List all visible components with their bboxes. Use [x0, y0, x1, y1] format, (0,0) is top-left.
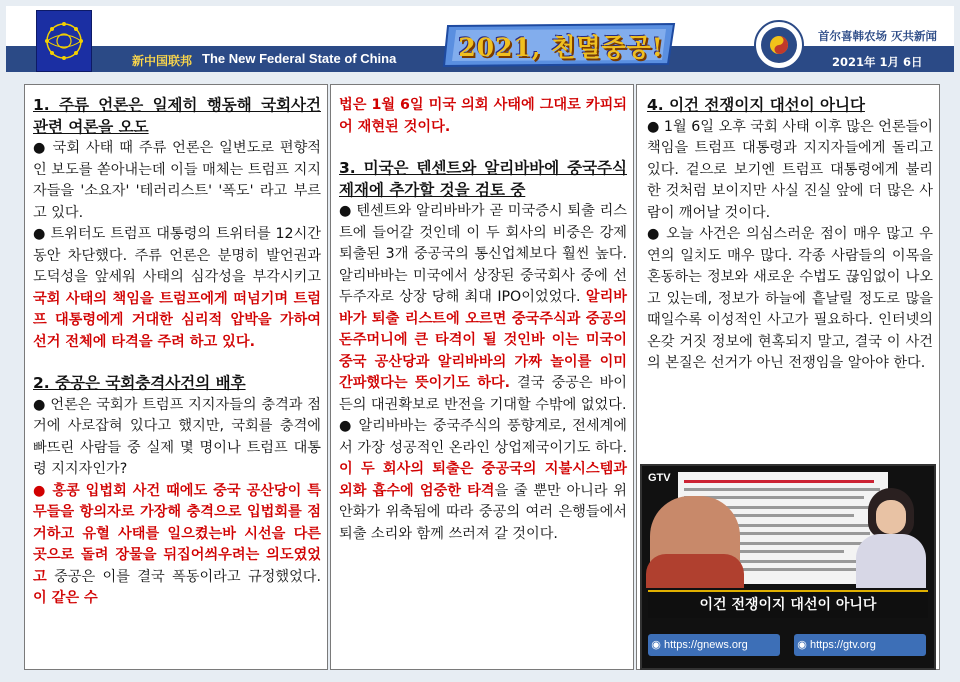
seal-emblem-icon — [754, 20, 804, 70]
paragraph: 법은 1월 6일 미국 의회 사태에 그대로 카피되어 재현된 것이다. — [339, 97, 627, 135]
paragraph: ● 언론은 국회가 트럼프 지지자들의 충격과 점거에 사로잡혀 있다고 했지만, 국회를 충격에 빠뜨린 사람들 중 실제 몇 명이나 트럼프 대통령 지지자인가? — [33, 396, 321, 477]
section-heading-3: 3. 미국은 텐센트와 알리바바에 중국주식 제재에 추가할 것을 검토 중 — [339, 159, 627, 199]
section-heading-2: 2. 중공은 국회충격사건의 배후 — [33, 374, 246, 392]
paragraph: ● 알리바바는 중국주식의 풍향계로, 전세계에서 가장 성공적인 온라인 상업제국이기도 하다. 이 두 회사의 퇴출은 중공국의 지불시스템과 외화 흡수에 엄중한 타격을 줄 뿐만 아니라 위안화가 위축됨에 따라 중공의 여러 은행들에서 퇴출 소리와 함께 쓰러져 갈 것이다. — [339, 418, 628, 542]
issue-date: 2021年 1月 6日 — [832, 55, 923, 69]
header — [6, 6, 954, 72]
host-image — [856, 488, 926, 588]
eu-star-flag-icon — [36, 10, 92, 72]
section-heading-4: 4. 이건 전쟁이지 대선이 아니다 — [647, 96, 865, 114]
slogan-text: 2021, 천멸중공! — [458, 33, 664, 62]
paragraph: ● 트위터도 트럼프 대통령의 트위터를 12시간 동안 차단했다. 주류 언론은 분명히 발언권과 도덕성을 앞세워 사태의 심각성을 부각시키고 국회 사태의 책임을 트럼프에게 떠넘기며 트럼프 대통령에게 거대한 심리적 압박을 가하여 선거 전체에 타격을 주려 하고 있다. — [33, 226, 321, 350]
gnews-link[interactable]: ◉ https://gnews.org — [648, 634, 780, 656]
org-name-right: 首尔喜韩农场 灭共新闻 — [818, 29, 938, 43]
org-name-left: 新中国联邦 — [132, 54, 193, 68]
video-caption: 이건 전쟁이지 대선이 아니다 — [648, 590, 928, 618]
column-2 — [330, 84, 634, 670]
column-1 — [24, 84, 328, 670]
paragraph: ● 오늘 사건은 의심스러운 점이 매우 많고 우연의 일치도 매우 많다. 각종 사람들의 이목을 혼동하는 정보와 새로운 수법도 끊임없이 나오고 있는데, 정보가 하늘에 흩날릴 정도로 많을 때일수록 이성적인 사고가 필요하다. 인터넷의 온갖 거짓 정보에 현혹되지 말고, 결국 이 사건의 본질은 선거가 아닌 전쟁임을 알아야 한다. — [647, 226, 933, 371]
paragraph: ● 홍콩 입법회 사건 때에도 중국 공산당이 특무들을 항의자로 가장해 충격으로 입법회를 점거하고 유혈 사태를 일으켰는바 시선을 다른 곳으로 돌려 장물을 뒤집어씌우려는 의도였었고 중공은 이를 결국 폭동이라고 규정했었다. 이 같은 수 — [33, 482, 321, 606]
globe-icon: ◉ — [797, 639, 807, 651]
gtv-logo: GTV — [648, 472, 671, 484]
english-title: The New Federal State of China — [202, 51, 397, 66]
video-thumbnail[interactable] — [640, 464, 936, 670]
video-subcaption — [648, 618, 928, 630]
slogan-banner — [442, 20, 680, 68]
gtv-link[interactable]: ◉ https://gtv.org — [794, 634, 926, 656]
globe-icon: ◉ — [651, 639, 661, 651]
paragraph: ● 국회 사태 때 주류 언론은 일변도로 편향적인 보도를 쏟아내는데 이들 매체는 트럼프 지지자들을 '소요자' '테러리스트' '폭도' 라고 부르고 있다. — [33, 140, 321, 221]
paragraph: ● 텐센트와 알리바바가 곧 미국증시 퇴출 리스트에 들어갈 것인데 이 두 회사의 비중은 강제 퇴출된 3개 중공국의 통신업체보다 훨씬 높다. 알리바바는 미국에서 상장된 중국회사 중에 선두주자로 상장 당해 최대 IPO이었었다. 알리바바가 퇴출 리스트에 오르면 중국주식과 중공의 돈주머니에 큰 타격이 될 것인바 이는 미국이 중국 공산당과 알리바바의 가짜 놀이를 이미 간파했다는 뜻이기도 하다. 결국 중공은 바이든의 대권확보로 반전을 기대할 수밖에 없었다. — [339, 203, 627, 413]
paragraph: ● 1월 6일 오후 국회 사태 이후 많은 언론들이 책임을 트럼프 대통령과 지지자들에게 돌리고 있다. 겉으로 보기엔 트럼프 대통령에게 불리한 것처럼 보이지만 사실 진실 앞에 더 많은 사람이 깨어날 것이다. — [647, 118, 933, 221]
section-heading-1: 1. 주류 언론은 일제히 행동해 국회사건 관련 여론을 오도 — [33, 96, 321, 136]
speaker-image — [650, 496, 740, 588]
